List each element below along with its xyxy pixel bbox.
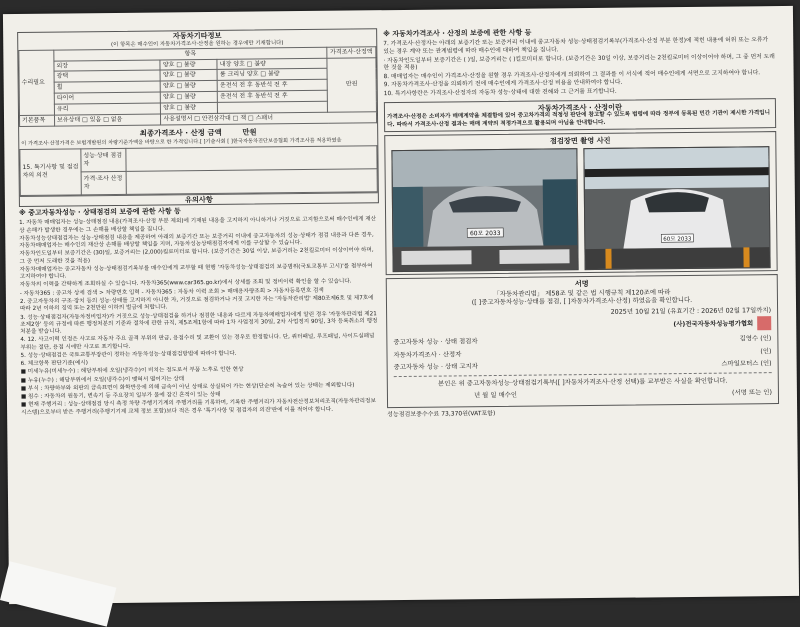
row-label: 타이어 bbox=[54, 92, 160, 104]
warranty-item: 10. 특기사항란은 가격조사·산정자의 자동차 성능·상태에 대한 견해와 그 근거를 표기합니다. bbox=[383, 88, 617, 98]
sign-box bbox=[386, 275, 779, 408]
photo-row bbox=[387, 147, 774, 273]
warranty-item: · 자동차인도일부터 보증기간은 ( )일, 보증거리는 ( )킬로미터로 합니다. (보증기간은 30일 이상, 보증거리는 2천킬로미터 이상이어야 하며, 그 중 먼저 도래한 것을 적용) bbox=[383, 53, 775, 72]
row-label: 광택 bbox=[54, 70, 160, 82]
basic-info-box bbox=[17, 28, 379, 207]
price-header: 가격조사·산정액 bbox=[327, 46, 376, 57]
notice-item: 자동차인도일부터 보증기간은 (30)일, 보증거리는 (2,000)킬로미터로 합니다. (보증기간은 30일 이상, 보증거리는 2천킬로미터 이상이어야 하며, 그 중 먼저 도래한 것을 적용) bbox=[19, 247, 374, 265]
basic-info-note: (이 항목은 매수인이 자동차가격조사·산정을 원하는 경우에만 기재합니다) bbox=[111, 39, 284, 48]
notice-item: 5. 성능·상태점검은 국토교통부장관이 정하는 자동차성능·상태점검방법에 따라야 합니다. bbox=[20, 350, 237, 359]
warranty-item: 9. 자동차가격조사·산정을 의뢰하기 전에 매수인에게 가격조사·산정 비용을 안내하여야 합니다. bbox=[383, 80, 623, 89]
document-sheet bbox=[3, 6, 799, 604]
notice-item: 3. 성능·상태점검자(자동차정비업자)가 거짓으로 성능·상태점검을 하거나 점검한 내용과 다르게 자동차매매업자에게 알린 경우 '자동차관리법 제21조제2항' 등의 규정에 따른 행정처분의 기준과 절차에 관한 규칙, 제5조제1항에 따라 1차 사업정지 30일, 2차 사업정지 90일, 3차 등록취소의 행정처분을 받습니다. bbox=[20, 310, 378, 336]
warranty-item: 7. 가격조사·산정자는 아래의 보증기간 또는 보증거리 이내에 중고자동차 성능·상태점검기록부(가격조사·산정 부분 한정)에 적힌 내용에 허위 또는 오류가 있는 경우 계약 또는 관계법령에 따라 매수인에 대하여 책임을 집니다. bbox=[383, 37, 769, 56]
notice-item: ■ 누유(누수) : 해당부위에서 오일(냉각수)이 맺혀서 떨어지는 상태 bbox=[20, 375, 185, 384]
sign-row: 중고자동차 성능 · 상태 점검자 김영수 (인) bbox=[393, 334, 772, 347]
row-label: 기본품목 bbox=[19, 115, 54, 126]
price-opinion[interactable] bbox=[126, 168, 377, 194]
row-opts: 양호 □ 불량 bbox=[161, 81, 218, 93]
price-notice-title: 자동차가격조사 · 산정이란 bbox=[537, 102, 623, 113]
item-header: 항목 bbox=[54, 47, 327, 61]
basic-info-title: 자동차기타정보 bbox=[172, 30, 222, 41]
repair-need-label: 수리필요 bbox=[19, 50, 55, 116]
notice-item: ■ 부식 : 차량하부와 외판의 금속표면이 화학반응에 의해 금속이 아닌 상태로 상실되어 가는 현상(단순히 녹슬어 있는 상태는 제외합니다) bbox=[20, 382, 355, 392]
row-label: 유리 bbox=[54, 103, 160, 115]
notice-item: 1. 자동차 매매업자는 성능·상태점검 내용(가격조사·산정 부분 제외)에 기재된 내용을 고지하지 아니하거나 거짓으로 고지함으로써 매수인에게 재산상 손해가 발생한 경우에는 그 손해를 배상할 책임을 집니다. bbox=[19, 216, 377, 234]
row-label: 외장 bbox=[54, 60, 160, 72]
seal-icon bbox=[757, 316, 771, 330]
notice-item: 2. 중고자동차의 구조·장치 등의 성능·상태를 고지하지 아니한 자, 거짓으로 점검하거나 거짓 고지한 자는 '자동차관리법' 제80조제6호 및 제7호에 따라 2년 이하의 징역 또는 2천만원 이하의 벌금에 처합니다. bbox=[19, 295, 374, 313]
warranty-title: ※ 자동차가격조사 · 산정의 보증에 관한 사항 등 bbox=[383, 28, 532, 39]
final-note: 이 가격조사·산정가격은 보험개발원의 차량기준가액을 바탕으로 한 가격입니다.[ ]기술사회 [ ]한국자동차진단보증협회 가격조사를 적용하였음 bbox=[21, 137, 342, 147]
row-opts: 양호 □ 불량 bbox=[160, 59, 217, 71]
row-opts2: 룸 크리닝 양호 □ 불량 bbox=[217, 69, 327, 81]
row-opts: 보유상태 □ 있음 □ 없음 bbox=[54, 114, 160, 126]
row-label: 휠 bbox=[54, 81, 160, 93]
row-opts: 양호 □ 불량 bbox=[160, 70, 217, 82]
sign-title: 서명 bbox=[574, 279, 589, 289]
photo-box bbox=[384, 131, 777, 276]
inspector-label: 성능·상태 점검자 bbox=[81, 148, 126, 171]
receipt-row: 년 월 일 매수인 (서명 또는 인) bbox=[473, 388, 772, 400]
notice-title: ※ 중고자동차성능 · 상태점검의 보증에 관한 사항 등 bbox=[18, 207, 181, 218]
sign-row: 중고자동차 성능 · 상태 고지자 스마일모터스 (인) bbox=[393, 359, 772, 372]
row-opts: 양호 □ 불량 bbox=[161, 92, 218, 104]
notice-item: ■ 미세누유(미세누수) : 해당부위에 오일(냉각수)이 비치는 정도로서 부품 노후로 인한 현상 bbox=[20, 367, 244, 376]
special-label: 15. 특기사항 및 점검자의 의견 bbox=[20, 148, 81, 195]
receipt-text: 본인은 위 중고자동차성능·상태점검기록부([ ]자동차가격조사·산정 선택)를 교부받은 사실을 확인합니다. bbox=[437, 376, 728, 388]
price-notice-box bbox=[384, 98, 776, 132]
final-price: 최종가격조사 · 산정 금액 만원 bbox=[139, 127, 257, 138]
notice-item: 6. 체크항목 판단기준(예시) bbox=[20, 360, 88, 368]
front-plate-text: 60모 2033 bbox=[469, 230, 501, 238]
rear-photo bbox=[583, 147, 770, 271]
date-text: 2025년 10월 21일 (유효기간 : 2026년 02월 17일까지) bbox=[610, 306, 772, 316]
law-text: 「자동차관리법」 제58조 및 같은 법 시행규칙 제120조에 따라 bbox=[493, 288, 671, 299]
notice-item: ■ 현재 주행거리 : 성능·상태점검 당시 측정 차량 주행기기계의 주행거리를 기록하며, 기록한 주행거리가 자동차전산정보처리조직(자동차관리정보시스템)으로부터 받은 주행거리(주행기기계 교체 정보 포함)보다 적은 경우 '특기사항 및 점검자의 의견'란에 이를 적어야 합니다. bbox=[20, 398, 376, 416]
notice-item: 자동차의 이력을 간략하게 조회하실 수 있습니다. 자동차365(www.car365.go.kr)에서 상세를 조회 및 정비이력 확인을 할 수 있습니다. bbox=[19, 278, 352, 289]
notice-item: 자동차성능상태점검자는 성능·상태점검 내용을 제공하여 아래의 보증기간 또는 보증거리 이내에 중고자동차의 성능·상태가 점검 내용과 다른 경우, 자동차매매업자는 매수인의 재산상 손해를 배상할 책임을 지며, 자동차성능상태점검자에게 이를 구상할 수 있습니다. bbox=[19, 232, 374, 250]
front-photo bbox=[391, 149, 578, 273]
basic-info-table bbox=[18, 46, 377, 127]
row-opts2: 내장 양호 □ 불량 bbox=[217, 58, 327, 70]
photo-title: 점검장면 촬영 사진 bbox=[549, 135, 611, 146]
row-opts2: 운전석 전 후 동반석 전 후 bbox=[218, 91, 328, 103]
price-inspector-label: 가격·조사 산정자 bbox=[81, 171, 126, 194]
row-opts: 양호 □ 불량 bbox=[161, 103, 218, 115]
right-column bbox=[383, 24, 781, 572]
left-column bbox=[17, 28, 383, 576]
association: (사)전국자동차성능평가협회 bbox=[393, 316, 771, 334]
row-opts2: 운전석 전 후 동반석 전 후 bbox=[217, 80, 327, 92]
row-opts2: 사용설명서 □ 안전삼각대 □ 잭 □ 스패너 bbox=[161, 112, 377, 125]
inspector-opinion[interactable] bbox=[126, 145, 377, 171]
unit-won: 만원 bbox=[327, 57, 377, 112]
warranty-list bbox=[383, 37, 776, 99]
law-text-2: ([ ]중고자동차성능·상태를 점검, [ ]자동차가격조사·산정) 하였음을 확인합니다. bbox=[471, 296, 693, 307]
notice-item: 자동차매매업자는 중고자동차 성능·상태점검기록부를 매수인에게 교부할 때 현행 '자동차성능·상태점검의 보증범위(국토교통부 고시)'를 첨부하여 고지하여야 합니다. bbox=[19, 263, 373, 281]
warranty-item: 8. 매매업자는 매수인이 가격조사·산정을 원할 경우 가격조사·산정자에게 의뢰하여 그 결과를 이 서식에 적어 매수인에게 서면으로 고지하여야 합니다. bbox=[383, 70, 761, 80]
notice-item: 4. 12. 사고이력 인정은 사고로 자동차 주요 골격 부위의 판금, 용접수리 및 교환이 있는 경우로 한정합니다. 단, 쿼터패널, 루프패널, 사이드실패널 부위는 절단, 용접 시에만 사고로 표기합니다. bbox=[20, 333, 375, 351]
price-notice-text: 가격조사·산정은 소비자가 매매계약을 체결함에 있어 중고차가격의 적정성 판단에 참고할 수 있도록 법령에 따라 정부에 등록된 민간 기관이 제시한 가격입니다. 따라서 가격조사·산정 결과는 매매 계약의 적정가격으로 활용되며 아님을 안내합니다. bbox=[387, 110, 771, 128]
notice-item: - 자동차365 : 중고차 상세 검색 > 차량번호 입력 - 자동차365 : 자동차 이력 조회 > 매매용자량조회 > 자동차등록번호 검색 bbox=[19, 287, 324, 297]
notice-list bbox=[19, 217, 381, 417]
sign-row: 자동차가격조사 · 산정자 (인) bbox=[393, 346, 772, 359]
special-table bbox=[19, 145, 377, 196]
rear-car-photo-image bbox=[584, 148, 769, 270]
remarks-label: 유의사항 bbox=[20, 192, 378, 206]
fee-text: 성능점검보증수수료 73,370원(VAT포함) bbox=[387, 409, 496, 418]
front-car-photo-image bbox=[392, 150, 577, 272]
notice-item: ■ 침수 : 자동차의 원동기, 변속기 등 주요장치 일부가 물에 잠긴 흔적이 있는 상태 bbox=[20, 392, 221, 401]
rear-plate-text: 60모 2033 bbox=[663, 236, 692, 244]
